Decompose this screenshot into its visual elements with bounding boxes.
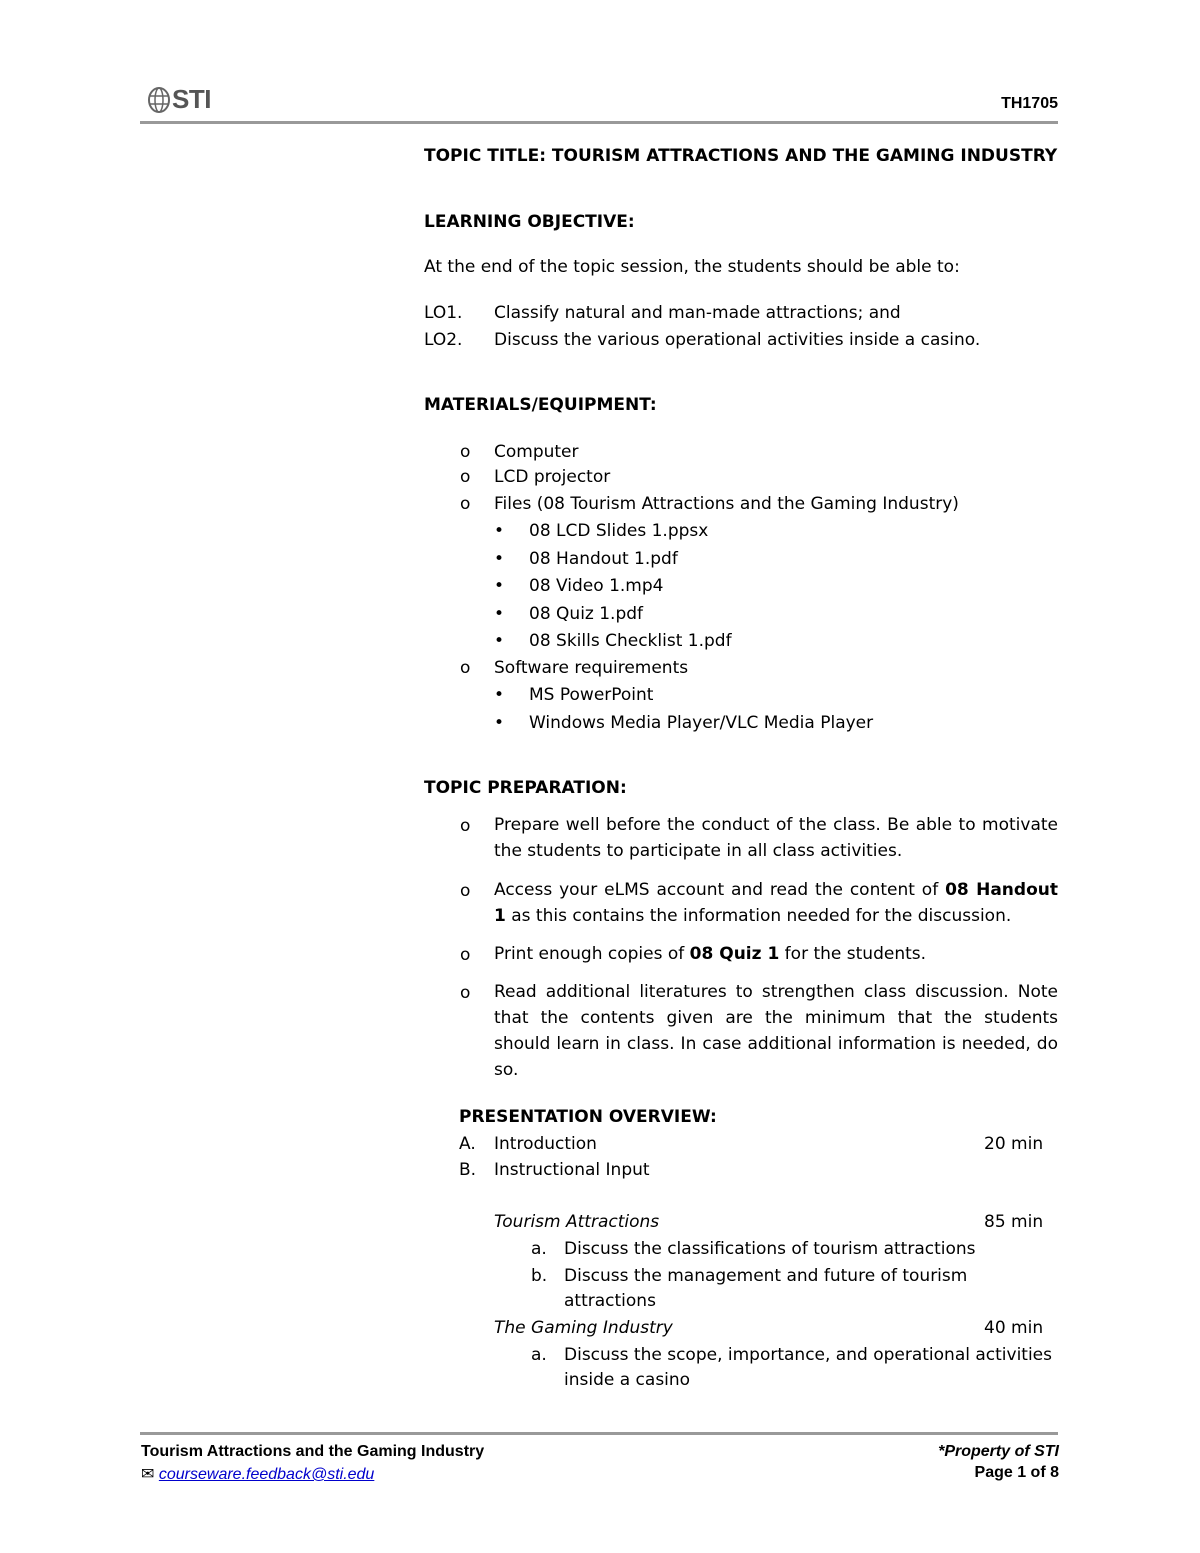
dot-bullet-icon: • — [494, 521, 505, 541]
topic-title: TOPIC TITLE: TOURISM ATTRACTIONS AND THE GAMING INDUSTRY — [424, 146, 1058, 166]
header-divider — [140, 121, 1058, 124]
footer-title: Tourism Attractions and the Gaming Industry — [141, 1443, 485, 1460]
subsection-title: The Gaming Industry — [494, 1318, 673, 1338]
lo-code: LO1. — [424, 303, 463, 323]
dot-bullet-icon: • — [494, 576, 505, 596]
item-text: inside a casino — [564, 1370, 691, 1390]
material-item: Computer — [494, 442, 579, 462]
circle-bullet-icon: o — [460, 983, 471, 1003]
software-item: MS PowerPoint — [529, 685, 654, 705]
file-item: 08 Skills Checklist 1.pdf — [529, 631, 732, 651]
item-letter: a. — [531, 1239, 547, 1259]
page-number: Page 1 of 8 — [974, 1464, 1059, 1481]
circle-bullet-icon: o — [460, 816, 471, 836]
learning-objective-heading: LEARNING OBJECTIVE: — [424, 212, 635, 232]
document-code: TH1705 — [1001, 95, 1058, 112]
dot-bullet-icon: • — [494, 713, 505, 733]
software-item: Windows Media Player/VLC Media Player — [529, 713, 874, 733]
file-item: 08 LCD Slides 1.ppsx — [529, 521, 709, 541]
envelope-icon: ✉ — [141, 1466, 155, 1483]
overview-heading: PRESENTATION OVERVIEW: — [459, 1107, 717, 1127]
section-time: 20 min — [984, 1134, 1044, 1154]
file-item: 08 Handout 1.pdf — [529, 549, 678, 569]
file-item: 08 Quiz 1.pdf — [529, 604, 644, 624]
sti-logo — [148, 84, 211, 115]
material-item: Files (08 Tourism Attractions and the Gaming Industry) — [494, 494, 959, 514]
property-notice: *Property of STI — [938, 1443, 1059, 1460]
footer-divider — [140, 1432, 1058, 1435]
subsection-time: 40 min — [984, 1318, 1044, 1338]
item-text: Discuss the scope, importance, and operational activities — [564, 1345, 1053, 1365]
dot-bullet-icon: • — [494, 604, 505, 624]
software-label: Software requirements — [494, 658, 689, 678]
globe-icon — [148, 87, 170, 113]
item-text: attractions — [564, 1291, 656, 1311]
circle-bullet-icon: o — [460, 494, 471, 514]
material-item: LCD projector — [494, 467, 611, 487]
lo-text: Discuss the various operational activities inside a casino. — [494, 330, 981, 350]
materials-heading: MATERIALS/EQUIPMENT: — [424, 395, 657, 415]
learning-objective-intro: At the end of the topic session, the students should be able to: — [424, 257, 960, 277]
logo-text: STI — [172, 84, 211, 114]
subsection-title: Tourism Attractions — [494, 1212, 660, 1232]
circle-bullet-icon: o — [460, 945, 471, 965]
section-letter: B. — [459, 1160, 477, 1180]
item-text: Discuss the management and future of tourism — [564, 1266, 968, 1286]
dot-bullet-icon: • — [494, 631, 505, 651]
section-letter: A. — [459, 1134, 476, 1154]
dot-bullet-icon: • — [494, 549, 505, 569]
preparation-heading: TOPIC PREPARATION: — [424, 778, 627, 798]
lo-text: Classify natural and man-made attractions; and — [494, 303, 901, 323]
preparation-item: Print enough copies of 08 Quiz 1 for the students. — [494, 944, 927, 964]
preparation-item: Prepare well before the conduct of the class. Be able to motivate the students to participate in all class activities. — [494, 815, 1058, 861]
circle-bullet-icon: o — [460, 658, 471, 678]
circle-bullet-icon: o — [460, 442, 471, 462]
item-letter: b. — [531, 1266, 548, 1286]
dot-bullet-icon: • — [494, 685, 505, 705]
feedback-email-link[interactable]: courseware.feedback@sti.edu — [158, 1466, 375, 1483]
circle-bullet-icon: o — [460, 467, 471, 487]
preparation-item: Read additional literatures to strengthen class discussion. Note that the contents given are the minimum that the students should learn in class. In case additional information is needed, do so. — [494, 982, 1058, 1080]
section-title: Introduction — [494, 1134, 597, 1154]
file-item: 08 Video 1.mp4 — [529, 576, 664, 596]
preparation-item: Access your eLMS account and read the content of 08 Handout 1 as this contains the information needed for the discussion. — [494, 880, 1058, 926]
circle-bullet-icon: o — [460, 881, 471, 901]
item-letter: a. — [531, 1345, 547, 1365]
section-title: Instructional Input — [494, 1160, 650, 1180]
footer-email-row — [141, 1464, 374, 1484]
item-text: Discuss the classifications of tourism attractions — [564, 1239, 976, 1259]
lo-code: LO2. — [424, 330, 463, 350]
subsection-time: 85 min — [984, 1212, 1044, 1232]
